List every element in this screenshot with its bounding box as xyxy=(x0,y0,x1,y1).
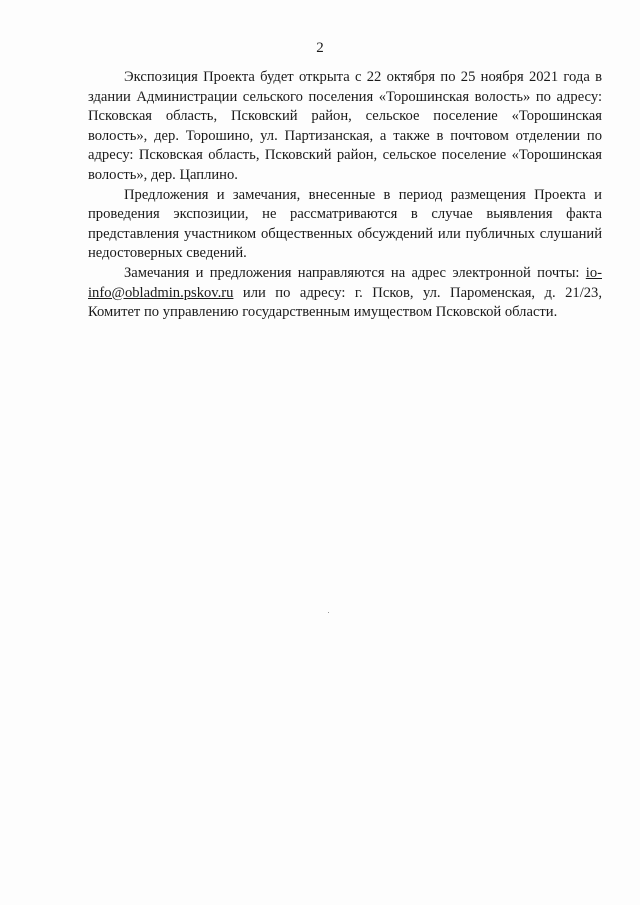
paragraph-proposals: Предложения и замечания, внесенные в период размещения Проекта и проведения экспозиции, не рассматриваются в случае выявления факта представления участником общественных обсуждений или публичных слушаний недостоверных сведений. xyxy=(88,186,602,262)
contacts-text-before: Замечания и предложения направляются на адрес электронной почты: xyxy=(124,264,586,281)
paragraph-exposition: Экспозиция Проекта будет открыта с 22 октября по 25 ноября 2021 года в здании Администрации сельского поселения «Торошинская волость» по адресу: Псковская область, Псковский район, сельское поселение «Торошинская волость», дер. Торошино, ул. Партизанская, а также в почтовом отделении по адресу: Псковская область, Псковский район, сельское поселение «Торошинская волость», дер. Цаплино. xyxy=(88,69,602,183)
email-link[interactable]: io-info@obladmin.pskov.ru xyxy=(88,264,602,301)
paragraph-contacts xyxy=(88,264,602,323)
scan-speck xyxy=(328,612,329,613)
document-body xyxy=(88,68,602,323)
contacts-text-after: или по адресу: г. Псков, ул. Пароменская, д. 21/23, Комитет по управлению государственным имуществом Псковской области. xyxy=(88,284,602,321)
page-number: 2 xyxy=(316,40,324,56)
